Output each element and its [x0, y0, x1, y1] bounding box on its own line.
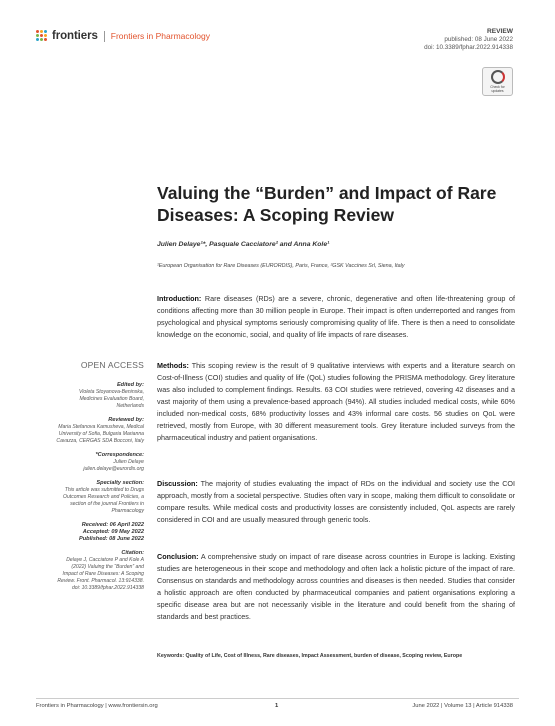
abstract-introduction	[157, 293, 515, 341]
discussion-text: The majority of studies evaluating the impact of RDs on the individual and society use the COI approach, mostly from a societal perspective. Studies often vary in scope, making them difficult to consolidate or compare results. While medical costs and productivity losses are consistently included, QoL aspects are rarely considered in COI and are usually measured through generic tools.	[157, 479, 515, 524]
introduction-heading: Introduction:	[157, 294, 202, 303]
frontiers-logo[interactable]	[36, 30, 210, 42]
article-sidebar	[56, 362, 144, 599]
conclusion-heading: Conclusion:	[157, 552, 199, 561]
abstract-discussion	[157, 478, 515, 526]
check-for-updates-button[interactable]	[482, 67, 513, 96]
footer-journal-link[interactable]: Frontiers in Pharmacology | www.frontiersin.org	[36, 703, 158, 709]
conclusion-text: A comprehensive study on impact of rare disease across countries in Europe is lacking. Existing studies are heterogeneous in their scope and methodology and often lack a holistic picture of the impact of rare. Consensus on standards and methodology across countries and diseases is then needed. Studies that consider a holistic approach are often conducted by pharmaceutical companies and patient organisations exploring a specific disease area but are not necessarily visible in the literature and could benefit from the sharing of standards and best practices.	[157, 552, 515, 621]
correspondence[interactable]: *Correspondence: Julien Delaye julien.delaye@eurordis.org	[83, 452, 144, 472]
received-date: Received: 06 April 2022	[81, 522, 144, 528]
methods-text: This scoping review is the result of 9 qualitative interviews with experts and a literature search on Cost-of-Illness (COI) studies and quality of life (QoL) studies following the PRISMA methodology. Grey literature was also included to complement findings. Results. 63 COI studies were retrieved, covering 42 diseases and a vast majority of them using a prevalence-based approach (94%). All studies included medical costs, while 60% included non-medical costs, 68% productivity losses and 43% informal care costs. 56 studies on QoL were retrieved, mostly from Europe, with 30 different measurement tools. Grey literature included surveys from the pharmaceutical industry and patient organisations.	[157, 361, 516, 442]
edited-by: Edited by: Violeta Stoyanova-Beninska, Medicines Evaluation Board, Netherlands	[78, 382, 144, 409]
authors: Julien Delaye¹*, Pasquale Cacciatore² and Anna Kole¹	[157, 241, 330, 248]
citation: Citation: Delaye J, Cacciatore P and Kole A (2022) Valuing the “Burden” and Impact of Rare Diseases: A Scoping Review. Front. Pharmacol. 13:914338. doi: 10.3389/fphar.2022.914338	[57, 550, 144, 591]
doi[interactable]: doi: 10.3389/fphar.2022.914338	[424, 44, 513, 51]
keywords: Keywords: Quality of Life, Cost of Illness, Rare diseases, Impact Assessment, burden of disease, Scoping review, Europe	[157, 653, 463, 659]
methods-heading: Methods:	[157, 361, 189, 370]
footer-issue-info: June 2022 | Volume 13 | Article 914338	[412, 703, 513, 709]
frontiers-logo-icon	[36, 30, 48, 42]
publisher-name: frontiers	[52, 30, 98, 42]
discussion-heading: Discussion:	[157, 479, 198, 488]
published-date-sidebar: Published: 08 June 2022	[79, 536, 144, 542]
reviewed-by: Reviewed by: Maria Stefanova Kamusheva, Medical University of Sofia, Bulgaria Marianna Cavazza, CERGAS SDA Bocconi, Italy	[56, 417, 144, 444]
page-number: 1	[275, 703, 279, 709]
journal-name: Frontiers in Pharmacology	[110, 31, 210, 41]
published-date: published: 08 June 2022	[444, 36, 513, 43]
article-dates	[56, 522, 144, 543]
article-type: REVIEW	[486, 28, 513, 35]
affiliations: ¹European Organisation for Rare Diseases (EURORDIS), Paris, France, ²GSK Vaccines Srl, Siena, Italy	[157, 263, 405, 269]
refresh-icon	[491, 70, 505, 84]
check-updates-label: Check for updates	[490, 85, 505, 93]
abstract-methods	[157, 360, 515, 444]
introduction-text: Rare diseases (RDs) are a severe, chronic, degenerative and often life-threatening group of conditions affecting more than 30 million people in Europe. Their impact is often underreported and ranges from psychological and physical symptoms seriously compromising quality of life. There is then a need to consolidate knowledge on the economic, social, and quality of life impacts of rare diseases.	[157, 294, 515, 339]
accepted-date: Accepted: 09 May 2022	[82, 529, 144, 535]
article-meta	[424, 28, 513, 52]
specialty-section: Specialty section: This article was submitted to Drugs Outcomes Research and Policies, a section of the journal Frontiers in Pharmacology	[63, 480, 144, 514]
logo-divider	[104, 31, 105, 42]
abstract-conclusion	[157, 551, 515, 623]
open-access-label: OPEN ACCESS	[80, 360, 144, 370]
article-title: Valuing the “Burden” and Impact of Rare Diseases: A Scoping Review	[157, 183, 497, 225]
footer-divider	[36, 698, 519, 699]
